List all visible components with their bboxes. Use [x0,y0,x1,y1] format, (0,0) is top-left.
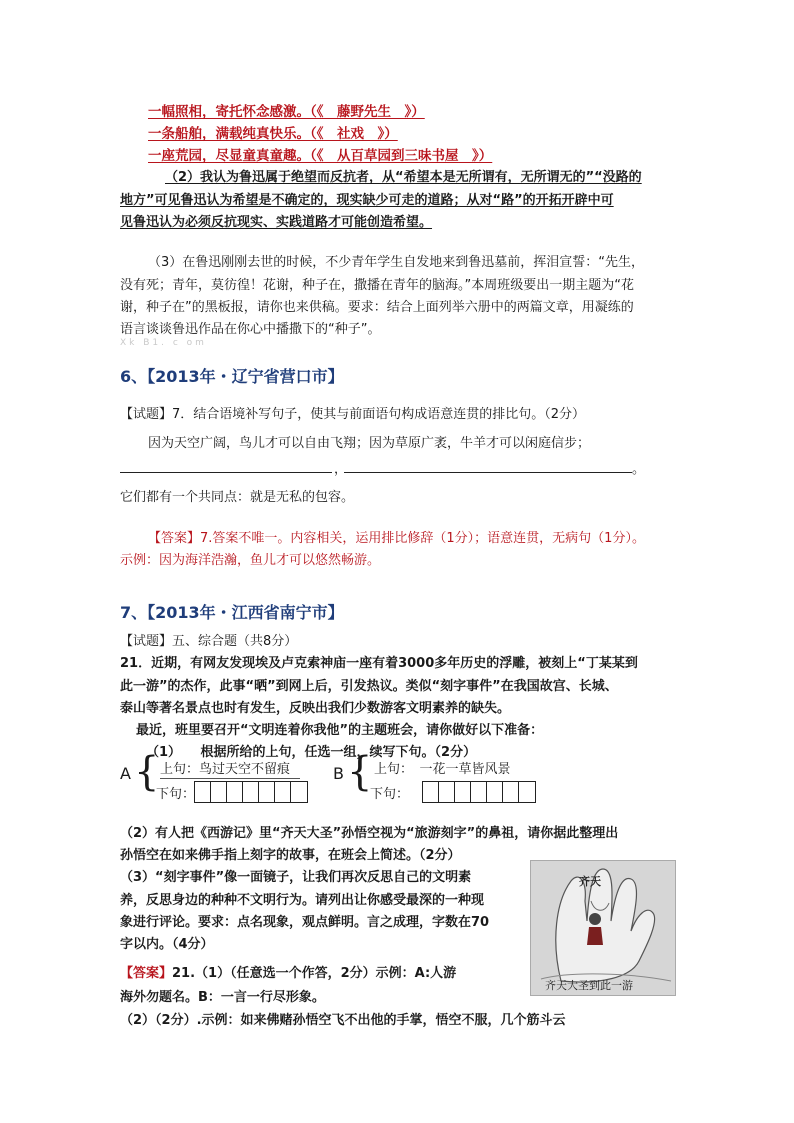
photo-caption: 齐天大圣到此一游 [545,979,633,992]
section6-tail: 它们都有一个共同点：就是无私的包容。 [120,490,355,505]
q21-line-2: 此一游”的杰作，此事“晒”到网上后，引发热议。类似“刻字事件”在我国故宫、长城、 [120,679,618,694]
answer-line-2: 一条船舶，满载纯真快乐。（《 社戏 》） [148,126,398,142]
option-b-upper: 上句： 一花一草皆风景 [374,762,511,777]
section6-answer-1: 【答案】7.答案不唯一。内容相关，运用排比修辞（1分）；语意连贯，无病句（1分）。 [148,531,645,546]
answer-text-1: 21.（1）（任意选一个作答，2分）示例：A:人游 [172,966,457,981]
q21-line-4: 最近，班里要召开“文明连着你我他”的主题班会，请你做好以下准备： [136,723,544,738]
sub2-line-1: （2）有人把《西游记》里“齐天大圣”孙悟空视为“旅游刻字”的鼻祖，请你据此整理出 [120,826,619,841]
sub3-line-1: （3）“刻字事件”像一面镜子，让我们再次反思自己的文明素 [120,870,472,885]
section7-question: 【试题】五、综合题（共8分） [120,634,298,649]
illustration-photo [530,860,676,996]
para3-line-2: 没有死；青年，莫彷徨！花谢，种子在，撒播在青年的脑海。”本周班级要出一期主题为“花 [120,278,634,293]
para2-line-2: 地方”可见鲁迅认为希望是不确定的，现实缺少可走的道路；从对“路”的开拓开辟中可 [120,193,614,208]
sub3-line-4: 字以内。（4分） [120,937,214,952]
option-a-lower: 下句： [156,787,196,802]
photo-top-text: 齐天 [579,875,601,888]
option-b-brace: { [347,749,373,795]
answer-blank-1[interactable] [120,472,332,473]
section7-heading: 7、【2013年・江西省南宁市】 [120,603,344,622]
sub3-line-2: 养，反思身边的种种不文明行为。请列出让你感受最深的一种现 [120,893,485,908]
comma: ， [334,462,348,477]
option-a-upper: 上句：鸟过天空不留痕 [160,762,291,777]
option-a-answer-boxes[interactable] [194,781,308,803]
period: 。 [632,462,646,477]
option-a-brace: { [134,749,160,795]
section7-answer-line-3: （2）（2分）.示例：如来佛赌孙悟空飞不出他的手掌，悟空不服，几个筋斗云 [120,1013,566,1028]
section7-answer-line-2: 海外勿题名。B：一言一行尽形象。 [120,990,325,1005]
para3-line-3: 谢，种子在”的黑板报，请你也来供稿。要求：结合上面列举六册中的两篇文章，用凝练的 [120,300,634,315]
option-b-lower: 下句： [370,787,410,802]
answer-tag: 【答案】 [120,966,173,981]
para2-line-1: （2）我认为鲁迅属于绝望而反抗者，从“希望本是无所谓有，无所谓无的”“没路的 [165,170,642,185]
section7-answer-line-1 [120,962,456,981]
buddha-hand-illustration [531,861,675,995]
answer-line-3: 一座荒园，尽显童真童趣。（《 从百草园到三味书屋 》） [148,148,493,164]
option-a-label: A [120,764,131,783]
option-b-answer-boxes[interactable] [422,781,536,803]
q21-line-3: 泰山等著名景点也时有发生，反映出我们少数游客文明素养的缺失。 [120,701,511,716]
para3-line-1: （3）在鲁迅刚刚去世的时候，不少青年学生自发地来到鲁迅墓前，挥泪宣誓：“先生， [148,255,645,270]
para3-line-4: 语言谈谈鲁迅作品在你心中播撒下的“种子”。 [120,322,381,337]
q21-line-1: 21．近期，有网友发现埃及卢克索神庙一座有着3000多年历史的浮雕，被刻上“丁某某到 [120,656,638,671]
watermark: Xk B1. c om [120,338,207,348]
option-a-upper-rule [160,778,300,779]
section6-question: 【试题】7．结合语境补写句子，使其与前面语句构成语意连贯的排比句。（2分） [120,407,586,422]
para2-line-3: 见鲁迅认为必须反抗现实、实践道路才可能创造希望。 [120,215,433,230]
sub1: （1） 根据所给的上句，任选一组，续写下句。（2分） [146,745,477,760]
sub3-line-3: 象进行评论。要求：点名现象，观点鲜明。言之成理，字数在70 [120,915,490,930]
section6-heading: 6、【2013年・辽宁省营口市】 [120,367,344,386]
option-b-label: B [333,764,344,783]
answer-blank-2[interactable] [344,472,632,473]
sub2-line-2: 孙悟空在如来佛手指上刻字的故事，在班会上简述。（2分） [120,848,461,863]
answer-line-1: 一幅照相，寄托怀念感激。（《 藤野先生 》） [148,104,425,120]
section6-sentence: 因为天空广阔，鸟儿才可以自由飞翔；因为草原广袤，牛羊才可以闲庭信步； [148,436,591,451]
section6-answer-2: 示例：因为海洋浩瀚，鱼儿才可以悠然畅游。 [120,553,381,568]
